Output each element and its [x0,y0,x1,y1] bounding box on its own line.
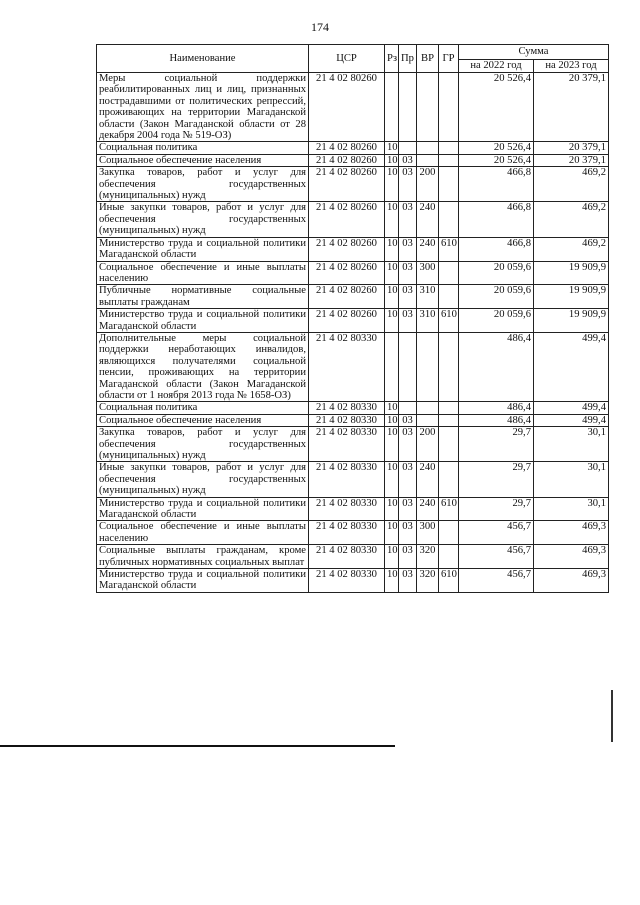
cell-pr: 03 [399,167,417,202]
table-row [97,414,609,426]
table-row [97,285,609,309]
header-vr: ВР [417,45,439,73]
cell-vr [417,332,439,401]
cell-name: Социальное обеспечение и иные выплаты населению [97,521,309,545]
cell-rz: 10 [385,462,399,497]
cell-rz: 10 [385,414,399,426]
cell-csr: 21 4 02 80260 [309,261,385,285]
cell-rz [385,73,399,142]
header-name: Наименование [97,45,309,73]
cell-rz: 10 [385,309,399,333]
page-edge-mark [611,690,613,742]
cell-sum-2023: 20 379,1 [534,73,609,142]
cell-pr [399,73,417,142]
cell-sum-2023: 499,4 [534,414,609,426]
header-csr: ЦСР [309,45,385,73]
cell-name: Министерство труда и социальной политики Магаданской области [97,309,309,333]
cell-rz: 10 [385,427,399,462]
cell-sum-2022: 456,7 [459,569,534,593]
cell-sum-2022: 486,4 [459,332,534,401]
cell-sum-2022: 20 059,6 [459,285,534,309]
cell-gr [439,142,459,154]
cell-rz: 10 [385,545,399,569]
cell-vr: 200 [417,427,439,462]
cell-sum-2022: 20 526,4 [459,73,534,142]
cell-name: Социальная политика [97,402,309,414]
page-number: 174 [311,20,329,34]
cell-sum-2022: 466,8 [459,202,534,237]
table-row [97,497,609,521]
cell-sum-2023: 19 909,9 [534,261,609,285]
cell-name: Публичные нормативные социальные выплаты гражданам [97,285,309,309]
cell-gr: 610 [439,569,459,593]
cell-pr: 03 [399,154,417,166]
cell-rz: 10 [385,402,399,414]
table-row [97,521,609,545]
cell-vr: 240 [417,237,439,261]
cell-sum-2022: 466,8 [459,167,534,202]
cell-gr: 610 [439,237,459,261]
cell-vr: 240 [417,497,439,521]
cell-rz: 10 [385,285,399,309]
cell-sum-2023: 469,2 [534,202,609,237]
table-row [97,402,609,414]
header-pr: Пр [399,45,417,73]
table-row [97,154,609,166]
cell-pr: 03 [399,545,417,569]
table-header [97,45,609,73]
cell-name: Социальное обеспечение населения [97,154,309,166]
cell-sum-2022: 29,7 [459,497,534,521]
cell-pr: 03 [399,309,417,333]
cell-sum-2023: 469,2 [534,167,609,202]
table-body [97,73,609,593]
cell-rz: 10 [385,154,399,166]
cell-sum-2022: 20 059,6 [459,309,534,333]
cell-sum-2022: 20 526,4 [459,154,534,166]
cell-csr: 21 4 02 80330 [309,462,385,497]
cell-gr [439,285,459,309]
header-year-2022: на 2022 год [459,60,534,73]
cell-csr: 21 4 02 80330 [309,332,385,401]
table-row [97,545,609,569]
cell-name: Меры социальной поддержки реабилитированных лиц и лиц, признанных пострадавшими от политических репрессий, проживающих на территории Магаданской области (Закон Магаданской области от 28 декабря 2004 года № 519-ОЗ) [97,73,309,142]
cell-sum-2022: 20 059,6 [459,261,534,285]
cell-pr: 03 [399,285,417,309]
cell-sum-2023: 30,1 [534,462,609,497]
cell-vr: 200 [417,167,439,202]
cell-pr: 03 [399,497,417,521]
cell-gr [439,154,459,166]
cell-name: Социальное обеспечение населения [97,414,309,426]
cell-name: Социальные выплаты гражданам, кроме публичных нормативных социальных выплат [97,545,309,569]
cell-gr: 610 [439,497,459,521]
cell-csr: 21 4 02 80330 [309,427,385,462]
cell-pr: 03 [399,414,417,426]
header-rz: Рз [385,45,399,73]
cell-sum-2023: 30,1 [534,427,609,462]
cell-csr: 21 4 02 80330 [309,569,385,593]
cell-gr [439,202,459,237]
cell-pr: 03 [399,237,417,261]
cell-gr [439,414,459,426]
cell-rz: 10 [385,142,399,154]
cell-csr: 21 4 02 80330 [309,521,385,545]
cell-pr [399,332,417,401]
cell-vr: 310 [417,309,439,333]
cell-pr: 03 [399,521,417,545]
cell-sum-2023: 499,4 [534,402,609,414]
cell-sum-2023: 499,4 [534,332,609,401]
cell-sum-2022: 486,4 [459,414,534,426]
cell-name: Закупка товаров, работ и услуг для обеспечения государственных (муниципальных) нужд [97,167,309,202]
cell-sum-2022: 456,7 [459,545,534,569]
cell-name: Социальное обеспечение и иные выплаты населению [97,261,309,285]
cell-pr: 03 [399,202,417,237]
cell-gr [439,462,459,497]
cell-rz [385,332,399,401]
header-gr: ГР [439,45,459,73]
cell-sum-2022: 466,8 [459,237,534,261]
cell-csr: 21 4 02 80260 [309,285,385,309]
table-row [97,427,609,462]
cell-vr [417,142,439,154]
cell-sum-2022: 456,7 [459,521,534,545]
table-row [97,332,609,401]
cell-vr [417,154,439,166]
cell-csr: 21 4 02 80260 [309,167,385,202]
header-year-2023: на 2023 год [534,60,609,73]
cell-csr: 21 4 02 80260 [309,237,385,261]
cell-csr: 21 4 02 80260 [309,154,385,166]
cell-gr [439,521,459,545]
table-row [97,202,609,237]
cell-csr: 21 4 02 80260 [309,202,385,237]
cell-sum-2022: 20 526,4 [459,142,534,154]
cell-rz: 10 [385,521,399,545]
cell-gr [439,167,459,202]
cell-vr: 300 [417,521,439,545]
cell-name: Социальная политика [97,142,309,154]
cell-sum-2023: 19 909,9 [534,285,609,309]
cell-sum-2022: 29,7 [459,462,534,497]
table-row [97,167,609,202]
cell-name: Дополнительные меры социальной поддержки неработающих инвалидов, являющихся получателями социальной пенсии, проживающих на территории Магаданской области (Закон Магаданской области от 1 ноября 2013 года № 1658-ОЗ) [97,332,309,401]
cell-pr: 03 [399,427,417,462]
cell-name: Иные закупки товаров, работ и услуг для обеспечения государственных (муниципальных) нужд [97,202,309,237]
budget-table-container [96,44,608,593]
cell-sum-2022: 486,4 [459,402,534,414]
cell-csr: 21 4 02 80260 [309,73,385,142]
cell-rz: 10 [385,202,399,237]
cell-csr: 21 4 02 80330 [309,402,385,414]
cell-rz: 10 [385,237,399,261]
cell-csr: 21 4 02 80330 [309,414,385,426]
cell-gr: 610 [439,309,459,333]
cell-name: Закупка товаров, работ и услуг для обеспечения государственных (муниципальных) нужд [97,427,309,462]
table-row [97,237,609,261]
table-row [97,261,609,285]
cell-rz: 10 [385,167,399,202]
cell-name: Министерство труда и социальной политики Магаданской области [97,569,309,593]
table-row [97,309,609,333]
cell-pr: 03 [399,462,417,497]
budget-table [96,44,609,593]
cell-gr [439,545,459,569]
cell-vr [417,73,439,142]
cell-vr: 320 [417,569,439,593]
cell-gr [439,402,459,414]
cell-csr: 21 4 02 80330 [309,545,385,569]
cell-sum-2023: 30,1 [534,497,609,521]
cell-gr [439,332,459,401]
cell-vr: 240 [417,202,439,237]
cell-vr: 240 [417,462,439,497]
cell-sum-2023: 469,3 [534,569,609,593]
cell-sum-2023: 19 909,9 [534,309,609,333]
cell-pr: 03 [399,569,417,593]
cell-csr: 21 4 02 80260 [309,142,385,154]
cell-sum-2023: 469,2 [534,237,609,261]
cell-sum-2023: 20 379,1 [534,154,609,166]
cell-vr: 320 [417,545,439,569]
table-row [97,142,609,154]
cell-rz: 10 [385,497,399,521]
cell-gr [439,73,459,142]
cell-rz: 10 [385,261,399,285]
cell-sum-2023: 469,3 [534,521,609,545]
cell-sum-2023: 20 379,1 [534,142,609,154]
cell-sum-2023: 469,3 [534,545,609,569]
cell-vr [417,402,439,414]
table-row [97,569,609,593]
cell-csr: 21 4 02 80260 [309,309,385,333]
cell-gr [439,427,459,462]
cell-name: Министерство труда и социальной политики Магаданской области [97,237,309,261]
header-sum: Сумма [459,45,609,60]
bottom-rule [0,745,395,747]
cell-vr: 300 [417,261,439,285]
cell-sum-2022: 29,7 [459,427,534,462]
table-row [97,73,609,142]
cell-csr: 21 4 02 80330 [309,497,385,521]
table-row [97,462,609,497]
cell-name: Министерство труда и социальной политики Магаданской области [97,497,309,521]
cell-gr [439,261,459,285]
cell-rz: 10 [385,569,399,593]
cell-name: Иные закупки товаров, работ и услуг для обеспечения государственных (муниципальных) нужд [97,462,309,497]
cell-pr [399,142,417,154]
cell-vr [417,414,439,426]
cell-pr: 03 [399,261,417,285]
cell-pr [399,402,417,414]
cell-vr: 310 [417,285,439,309]
